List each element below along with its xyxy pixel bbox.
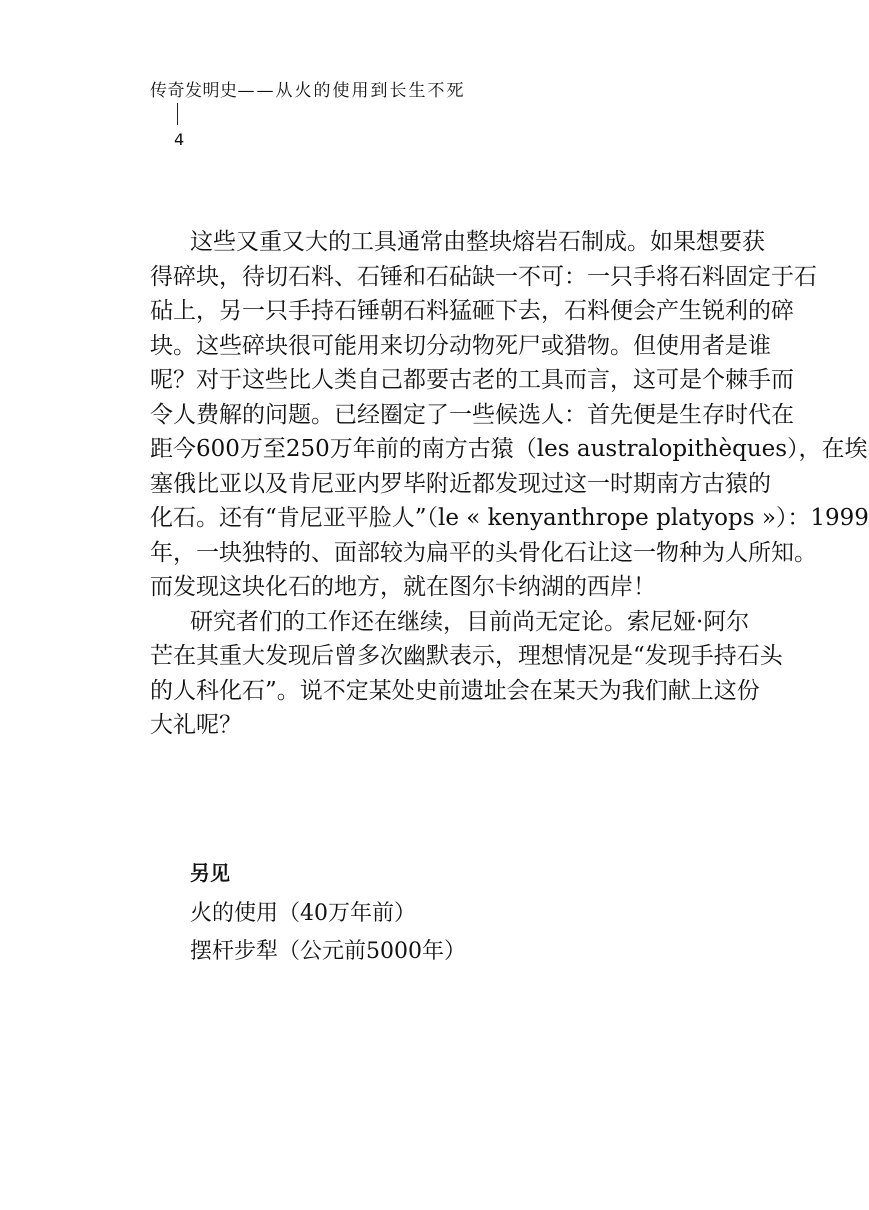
paragraph-line: 大礼呢？ bbox=[150, 712, 242, 738]
book-subtitle: ——从火的使用到长生不死 bbox=[237, 81, 466, 101]
paragraph-line: 砧上，另一只手持石锤朝石料猛砸下去，石料便会产生锐利的碎 bbox=[150, 298, 794, 324]
see-also-item: 摆杆步犁（公元前5000年） bbox=[190, 939, 466, 964]
header-rule bbox=[177, 103, 178, 125]
paragraph-line: 块。这些碎块很可能用来切分动物死尸或猎物。但使用者是谁 bbox=[150, 332, 771, 359]
paragraph-line: 这些又重又大的工具通常由整块熔岩石制成。如果想要获 bbox=[190, 229, 765, 255]
paragraph-line: 年，一块独特的、面部较为扁平的头骨化石让这一物种为人所知。 bbox=[150, 539, 817, 566]
paragraph-line: 的人科化石”。说不定某处史前遗址会在某天为我们献上这份 bbox=[150, 677, 760, 704]
paragraph-line: 令人费解的问题。已经圈定了一些候选人：首先便是生存时代在 bbox=[150, 401, 794, 428]
paragraph-line: 塞俄比亚以及肯尼亚内罗毕附近都发现过这一时期南方古猿的 bbox=[150, 470, 771, 497]
paragraph-line: 呢？对于这些比人类自己都要古老的工具而言，这可是个棘手而 bbox=[150, 367, 794, 393]
paragraph-line: 得碎块，待切石料、石锤和石砧缺一不可：一只手将石料固定于石 bbox=[150, 263, 817, 290]
paragraph-line: 化石。还有“肯尼亚平脸人”（le « kenyanthrope platyops »）：1999 bbox=[150, 505, 869, 531]
see-also-heading: 另见 bbox=[190, 861, 230, 885]
paragraph-line: 距今600万至250万年前的南方古猿（les australopithèques），在埃 bbox=[150, 436, 868, 462]
page-number: 4 bbox=[174, 130, 185, 149]
paragraph-line: 芒在其重大发现后曾多次幽默表示，理想情况是“发现手持石头 bbox=[150, 643, 783, 669]
see-also-item: 火的使用（40万年前） bbox=[190, 901, 416, 926]
paragraph-line: 而发现这块化石的地方，就在图尔卡纳湖的西岸！ bbox=[150, 574, 656, 600]
paragraph-line: 研究者们的工作还在继续，目前尚无定论。索尼娅·阿尔 bbox=[190, 608, 750, 635]
running-header bbox=[150, 76, 466, 101]
book-title: 传奇发明史 bbox=[150, 81, 238, 101]
body-text bbox=[150, 225, 869, 743]
